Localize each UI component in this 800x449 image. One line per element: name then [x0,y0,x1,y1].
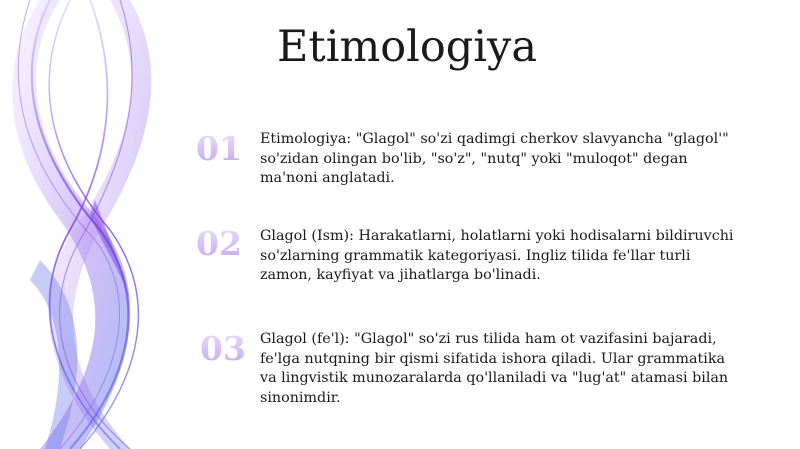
item-number: 03 [200,332,252,365]
item-text: Etimologiya: "Glagol" so'zi qadimgi cherkov slavyancha "glagol'" so'zidan olingan bo'lib, "so'z", "nutq" yoki "muloqot" degan ma'noni anglatadi. [260,131,729,186]
item-number: 01 [196,132,248,165]
item-text: Glagol (Ism): Harakatlarni, holatlarni yoki hodisalarni bildiruvchi so'zlarning grammatik kategoriyasi. Ingliz tilida fe'llar turli zamon, kayfiyat va jihatlarga bo'linadi. [260,228,734,283]
item-text: Glagol (fe'l): "Glagol" so'zi rus tilida ham ot vazifasini bajaradi, fe'lga nutqning bir qismi sifatida ishora qiladi. Ular grammatika va lingvistik munozaralarda qo'llaniladi va "lug'at" atamasi bilan sinonimdir. [260,331,729,406]
slide-title: Etimologiya [277,22,537,72]
item-number: 02 [196,227,248,260]
